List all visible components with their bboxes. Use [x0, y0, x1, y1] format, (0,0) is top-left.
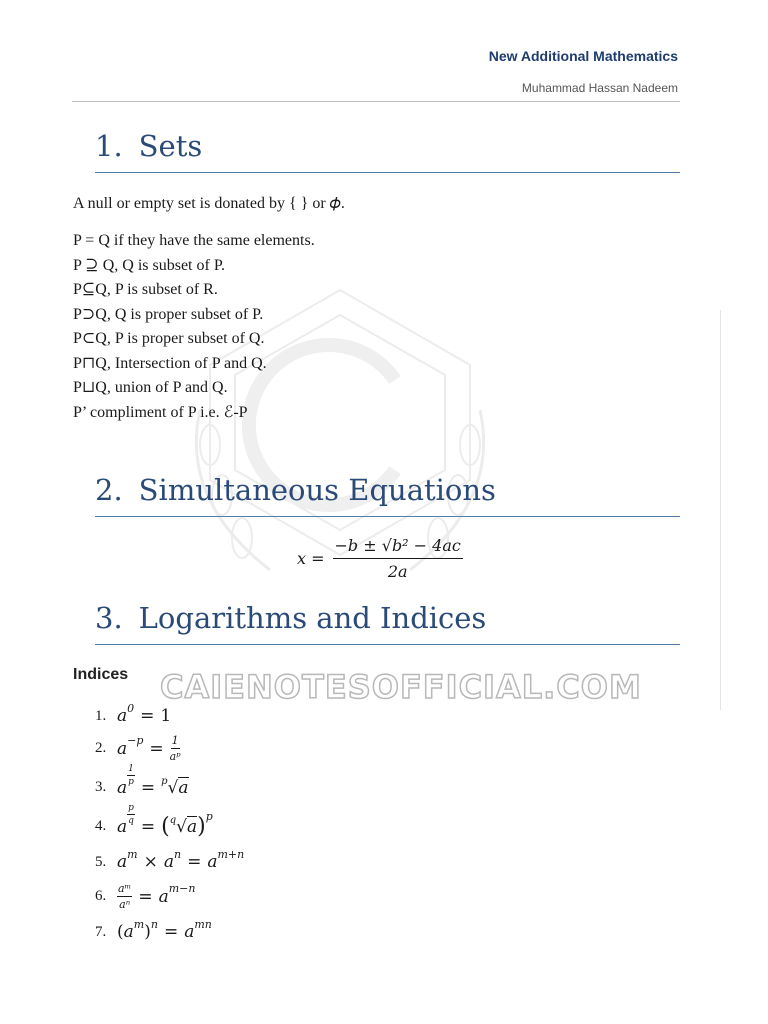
fraction-exponent: [127, 803, 135, 826]
list-item: [95, 847, 245, 872]
base: a: [117, 738, 128, 759]
result: 1: [160, 706, 172, 726]
index-formula: a $\frac{1}{p}$ = p √ a: [117, 764, 189, 798]
set-line: P⊂Q, P is proper subset of Q.: [73, 330, 265, 347]
item-number: 4.: [95, 818, 107, 834]
section-number: 2.: [95, 473, 123, 507]
root-index: p: [161, 776, 168, 787]
exponent: m: [127, 847, 138, 861]
site-watermark: CAIENOTESOFFICIAL.COM: [160, 668, 642, 706]
item-number: 2.: [95, 740, 107, 756]
set-line: P⊃Q, Q is proper subset of P.: [73, 305, 264, 323]
sets-intro: A null or empty set is donated by { } or 𝜙.: [73, 195, 345, 212]
set-line: P⊆Q, P is subset of R.: [73, 281, 218, 298]
index-formula: a 0 = 1: [117, 701, 172, 726]
header-divider: [72, 101, 680, 102]
fraction-bottom: aⁿ: [119, 898, 131, 911]
fraction-top: 1: [171, 734, 179, 747]
document-author: Muhammad Hassan Nadeem: [521, 81, 678, 95]
base: a: [117, 816, 128, 837]
exponent: m: [133, 917, 145, 931]
section-number: 3.: [95, 601, 123, 635]
exponent: 0: [127, 701, 135, 715]
radical-sign: √: [167, 777, 179, 798]
sets-definitions: [73, 229, 315, 425]
set-line: P ⊇ Q, Q is subset of P.: [73, 256, 225, 274]
indices-heading: Indices: [73, 666, 129, 683]
section-heading-simultaneous-equations: [95, 472, 680, 517]
set-line: P⊔Q, union of P and Q.: [73, 379, 228, 396]
fraction-top: 1: [128, 764, 134, 774]
exponent: m+n: [217, 847, 245, 861]
base: a: [117, 777, 128, 798]
radicand: a: [187, 817, 198, 837]
list-item: [95, 803, 213, 839]
document-title: New Additional Mathematics: [488, 48, 678, 64]
fraction: [170, 734, 181, 763]
item-number: 7.: [95, 923, 107, 940]
fraction-bottom: aᵖ: [169, 750, 181, 763]
close-paren: ): [144, 922, 151, 942]
set-line: P = Q if they have the same elements.: [73, 232, 315, 249]
exponent: mn: [194, 917, 212, 931]
item-number: 1.: [95, 707, 107, 724]
index-formula: a −p = $\frac{1}{\text{aᵖ}}$: [117, 734, 181, 763]
fraction-top: aᵐ: [118, 882, 132, 895]
section-heading-logarithms-indices: [95, 600, 680, 645]
item-number: 5.: [95, 853, 107, 870]
fraction-top: p: [128, 803, 134, 813]
fraction-exponent: [127, 764, 135, 787]
index-formula: a m × a n = a m+n: [117, 847, 245, 872]
set-line: P’ compliment of P i.e. ℰ-P: [73, 403, 248, 421]
fraction-bottom: q: [128, 816, 134, 826]
formula-numerator: −b ± √b² − 4ac: [333, 536, 463, 559]
quadratic-formula: [297, 536, 463, 581]
list-item: [95, 701, 172, 726]
list-item: [95, 882, 195, 911]
set-line: P⊓Q, Intersection of P and Q.: [73, 354, 267, 372]
formula-fraction: [333, 536, 463, 581]
formula-lhs: x =: [297, 549, 325, 568]
base: a: [117, 706, 128, 726]
section-title: Sets: [138, 129, 203, 163]
fraction: [117, 882, 132, 911]
formula-denominator: 2a: [387, 562, 408, 581]
section-number: 1.: [95, 129, 123, 163]
index-formula: a $\frac{p}{q}$ = ( q √ a ) p: [117, 803, 213, 839]
base: a: [123, 922, 134, 942]
index-formula: $\frac{\text{aᵐ}}{\text{aⁿ}}$ = a m−n: [118, 882, 196, 911]
base: a: [163, 852, 174, 872]
list-item: [95, 764, 189, 799]
base: a: [158, 886, 169, 907]
section-title: Logarithms and Indices: [138, 601, 487, 635]
list-item: [95, 734, 181, 763]
base: a: [117, 852, 128, 872]
item-number: 3.: [95, 779, 107, 795]
exponent: p: [205, 810, 213, 823]
radicand: a: [178, 778, 189, 798]
radical-sign: √: [176, 816, 187, 837]
exponent: m−n: [168, 882, 196, 895]
index-formula: ( a m ) n = a mn: [117, 917, 212, 942]
exponent: n: [173, 847, 182, 861]
section-heading-sets: [95, 128, 680, 173]
fraction-bottom: p: [128, 777, 134, 787]
open-paren: (: [117, 922, 124, 942]
list-item: [95, 917, 212, 942]
close-paren: ): [197, 814, 206, 839]
exponent: −p: [127, 734, 144, 747]
base: a: [184, 922, 195, 942]
open-paren: (: [161, 814, 170, 839]
root-index: q: [169, 815, 177, 826]
item-number: 6.: [95, 888, 107, 904]
base: a: [207, 852, 218, 872]
exponent: n: [150, 917, 158, 931]
page-edge-shadow: [720, 310, 721, 710]
section-title: Simultaneous Equations: [138, 473, 496, 507]
